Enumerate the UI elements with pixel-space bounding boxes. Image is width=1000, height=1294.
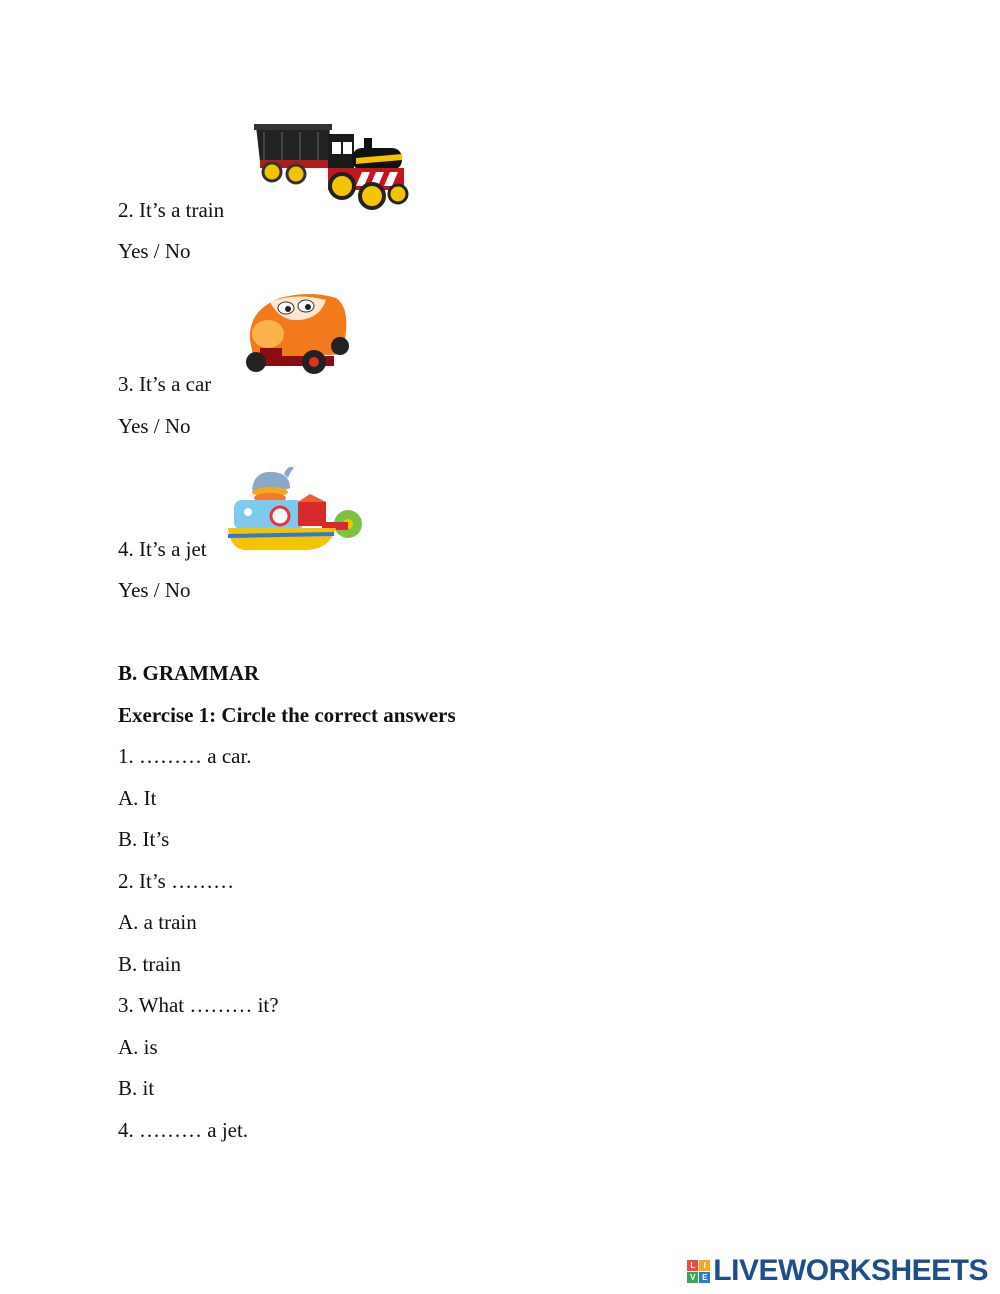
liveworksheets-logo (687, 1254, 988, 1288)
grammar-option-3b[interactable]: B. it (118, 1076, 155, 1100)
grammar-line-4: 4. ……… a jet. (118, 1118, 249, 1142)
grammar-option-2a[interactable]: A. a train (118, 910, 197, 934)
toy-boat-icon (224, 462, 368, 554)
question-3-label: 3. It’s a car (118, 372, 212, 396)
logo-letter: L (687, 1260, 698, 1271)
grammar-line-2: 2. It’s ……… (118, 869, 235, 893)
question-2-answer[interactable]: Yes / No (118, 239, 191, 263)
grammar-option-3a[interactable]: A. is (118, 1035, 158, 1059)
question-2-label: 2. It’s a train (118, 198, 225, 222)
question-4-label: 4. It’s a jet (118, 537, 207, 561)
logo-letter: V (687, 1272, 698, 1283)
grammar-option-1a[interactable]: A. It (118, 786, 157, 810)
toy-train-icon (252, 120, 410, 216)
toy-car-icon (240, 290, 350, 376)
brand-name: LIVEWORKSHEETS (713, 1254, 988, 1287)
question-4-answer[interactable]: Yes / No (118, 578, 191, 602)
grammar-option-2b[interactable]: B. train (118, 952, 181, 976)
section-heading-grammar: B. GRAMMAR (118, 661, 260, 685)
logo-letter: I (699, 1260, 710, 1271)
question-3-answer[interactable]: Yes / No (118, 414, 191, 438)
grammar-line-1: 1. ……… a car. (118, 744, 252, 768)
grammar-line-3: 3. What ……… it? (118, 993, 279, 1017)
logo-grid-icon (687, 1260, 710, 1283)
grammar-option-1b[interactable]: B. It’s (118, 827, 170, 851)
exercise-title: Exercise 1: Circle the correct answers (118, 703, 456, 727)
logo-letter: E (699, 1272, 710, 1283)
